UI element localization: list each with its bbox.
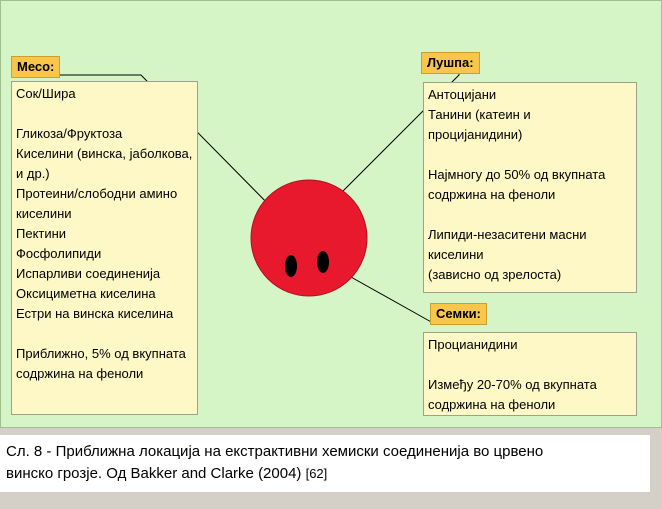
lushpa-line <box>428 205 632 225</box>
semki-textbox <box>423 332 637 416</box>
caption-reference: [62] <box>305 466 328 481</box>
meso-line: Сок/Шира <box>16 86 76 101</box>
meso-line: содржина на феноли <box>16 366 144 381</box>
lushpa-label: Лушпа: <box>421 52 480 74</box>
lushpa-line: процијанидини) <box>428 127 523 142</box>
meso-line: Киселини (винска, јаболкова, <box>16 146 193 161</box>
caption-line-1 <box>6 441 644 463</box>
meso-line: Пектини <box>16 226 67 241</box>
meso-label: Месо: <box>11 56 60 78</box>
lushpa-line: киселини <box>428 247 484 262</box>
lushpa-line: Најмногу до 50% од вкупната <box>428 167 606 182</box>
caption-prefix: Сл. 8 - <box>6 443 56 460</box>
meso-line: и др.) <box>16 166 50 181</box>
lushpa-line: Танини (катеин и <box>428 107 531 122</box>
caption-text-2: винско грозје. Од Bakker and Clarke (2004) <box>6 465 306 482</box>
figure-caption <box>0 435 650 492</box>
meso-line: Фосфолипиди <box>16 246 102 261</box>
meso-line: Гликоза/Фруктоза <box>16 126 123 141</box>
semki-line <box>428 355 632 375</box>
lushpa-line: Липиди-незаситени масни <box>428 227 587 242</box>
meso-line <box>16 104 193 124</box>
lushpa-textbox <box>423 82 637 293</box>
lushpa-line: (зависно од зрелоста) <box>428 267 562 282</box>
lushpa-line: Антоцијани <box>428 87 497 102</box>
meso-line: Протеини/слободни амино <box>16 186 178 201</box>
meso-line <box>16 324 193 344</box>
semki-label: Семки: <box>430 303 487 325</box>
lushpa-line <box>428 145 632 165</box>
caption-text-1: Приближна локација на екстрактивни хемиски соединенија во црвено <box>55 443 544 460</box>
meso-line: Приближно, 5% од вкупната <box>16 346 186 361</box>
meso-line: Оксициметна киселина <box>16 286 156 301</box>
meso-line: Испарливи соединенија <box>16 266 161 281</box>
lushpa-line: содржина на феноли <box>428 187 556 202</box>
grape-berry <box>251 180 367 296</box>
caption-line-2 <box>6 463 644 485</box>
semki-line: Процианидини <box>428 337 518 352</box>
meso-line: Естри на винска киселина <box>16 306 174 321</box>
semki-line: Између 20-70% од вкупната <box>428 377 597 392</box>
grape-seed-right <box>317 251 329 273</box>
meso-line: киселини <box>16 206 72 221</box>
meso-textbox <box>11 81 198 415</box>
grape-seed-left <box>285 255 297 277</box>
semki-line: содржина на феноли <box>428 397 556 412</box>
